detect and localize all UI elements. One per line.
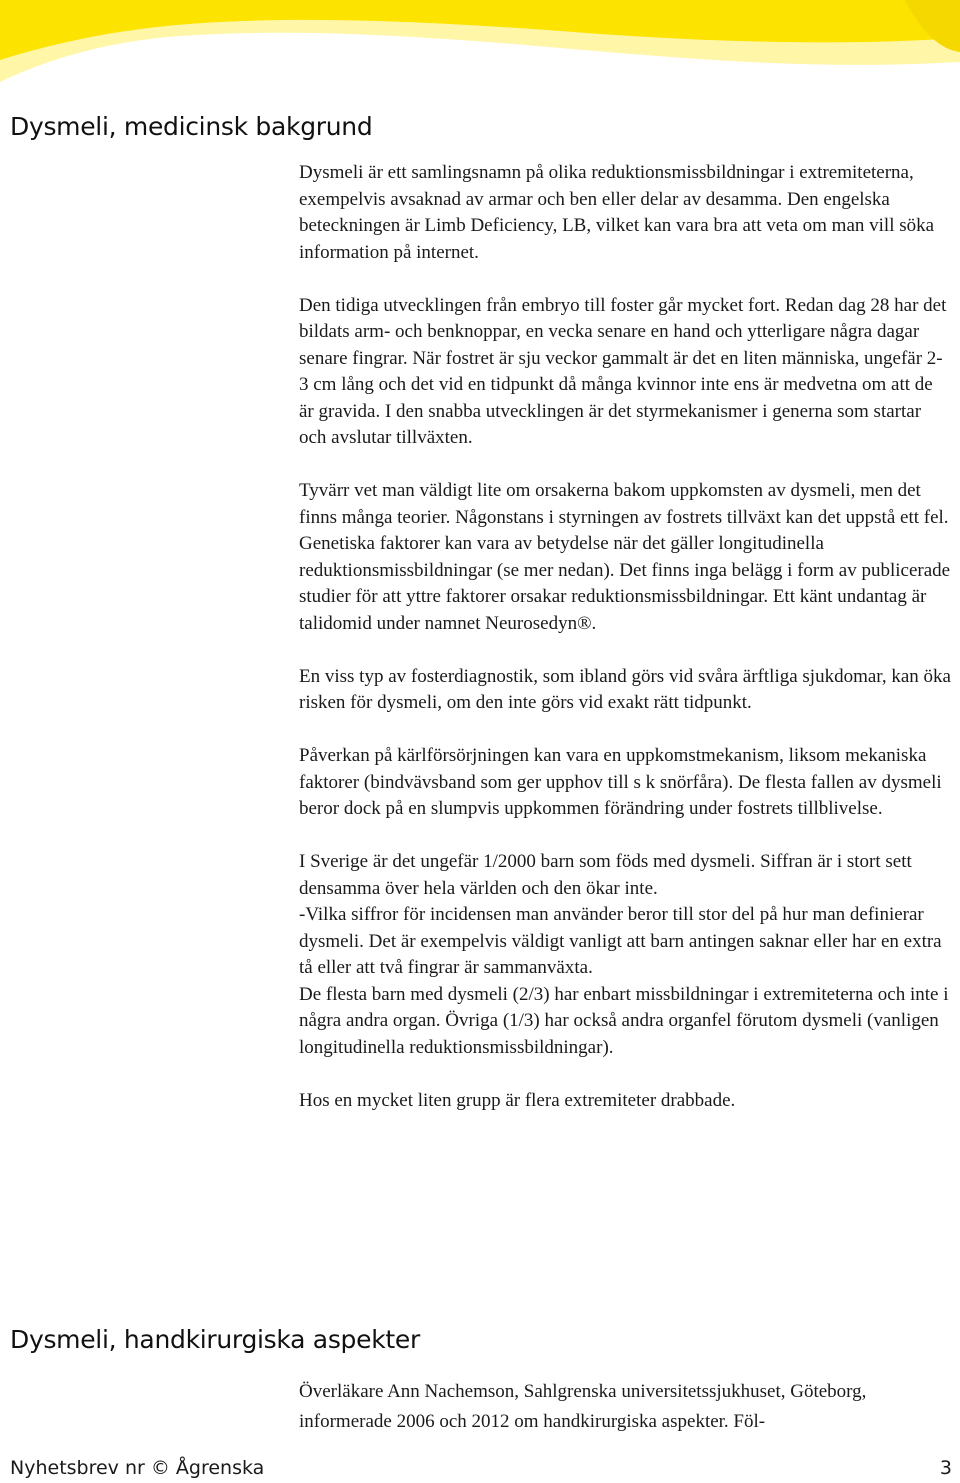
- page-number: 3: [939, 1457, 952, 1479]
- paragraph-embryo: Den tidiga utvecklingen från embryo till foster går mycket fort. Redan dag 28 har det bildats arm- och benknoppar, en vecka senare en hand och ytterligare några dagar senare fingrar. När fostret är sju veckor gammalt är det en liten människa, ungefär 2-3 cm lång och det vid en tidpunkt då många kvinnor inte ens är medvetna om att de är gravida. I den snabba utvecklingen är det styrmekanismer i generna som startar och avslutar tillväxten.: [299, 294, 947, 448]
- page-footer: [10, 1457, 952, 1483]
- paragraph-intro: Dysmeli är ett samlingsnamn på olika reduktionsmissbildningar i extremiteterna, exempelvis avsaknad av armar och ben eller delar av desamma. Den engelska beteckningen är Limb Deficiency, LB, vilket kan vara bra att veta om man vill söka information på internet.: [299, 162, 935, 263]
- paragraph-incidence-sweden: I Sverige är det ungefär 1/2000 barn som föds med dysmeli. Siffran är i stort sett densamma över hela världen och den ökar inte.: [299, 851, 912, 899]
- section-heading-handkirurgiska-aspekter: Dysmeli, handkirurgiska aspekter: [10, 1325, 420, 1354]
- paragraph-incidence-definition: -Vilka siffror för incidensen man använder beror till stor del på hur man definierar dysmeli. Det är exempelvis väldigt vanligt att barn antingen saknar eller har en extra tå eller att två fingrar är sammanväxta.: [299, 904, 942, 978]
- top-yellow-wave-decoration: [0, 0, 960, 90]
- paragraph-organ-defects: De flesta barn med dysmeli (2/3) har enbart missbildningar i extremiteterna och inte i några andra organ. Övriga (1/3) har också andra organfel förutom dysmeli (vanligen longitudinella reduktionsmissbildningar).: [299, 983, 949, 1058]
- paragraph-karlforsorjning: Påverkan på kärlförsörjningen kan vara en uppkomstmekanism, liksom mekaniska faktorer (bindvävsband som ger upphov till s k snörfåra). De flesta fallen av dysmeli beror dock på en slumpvis uppkommen förändring under fostrets tillblivelse.: [299, 745, 942, 819]
- paragraph-fosterdiagnostik: En viss typ av fosterdiagnostik, som ibland görs vid svåra ärftliga sjukdomar, kan öka risken för dysmeli, om den inte görs vid exakt rätt tidpunkt.: [299, 665, 951, 713]
- body-column-2: [299, 1377, 951, 1437]
- paragraph-multiple-limbs: Hos en mycket liten grupp är flera extremiteter drabbade.: [299, 1089, 736, 1111]
- body-column: [299, 160, 951, 1141]
- paragraph-causes: Tyvärr vet man väldigt lite om orsakerna bakom uppkomsten av dysmeli, men det finns många teorier. Någonstans i styrningen av fostrets tillväxt kan det uppstå ett fel. Genetiska faktorer kan vara av betydelse när det gäller longitudinella reduktionsmissbildningar (se mer nedan). Det finns inga belägg i form av publicerade studier för att yttre faktorer orsakar reduktionsmissbildningar. Ett känt undantag är talidomid under namnet Neurosedyn®.: [299, 480, 951, 634]
- paragraph-nachemson: Överläkare Ann Nachemson, Sahlgrenska universitetssjukhuset, Göteborg, informerade 2006 och 2012 om handkirurgiska aspekter. Föl-: [299, 1381, 867, 1432]
- section-heading-medicinsk-bakgrund: Dysmeli, medicinsk bakgrund: [10, 112, 373, 141]
- footer-publication: Nyhetsbrev nr © Ågrenska: [10, 1457, 265, 1479]
